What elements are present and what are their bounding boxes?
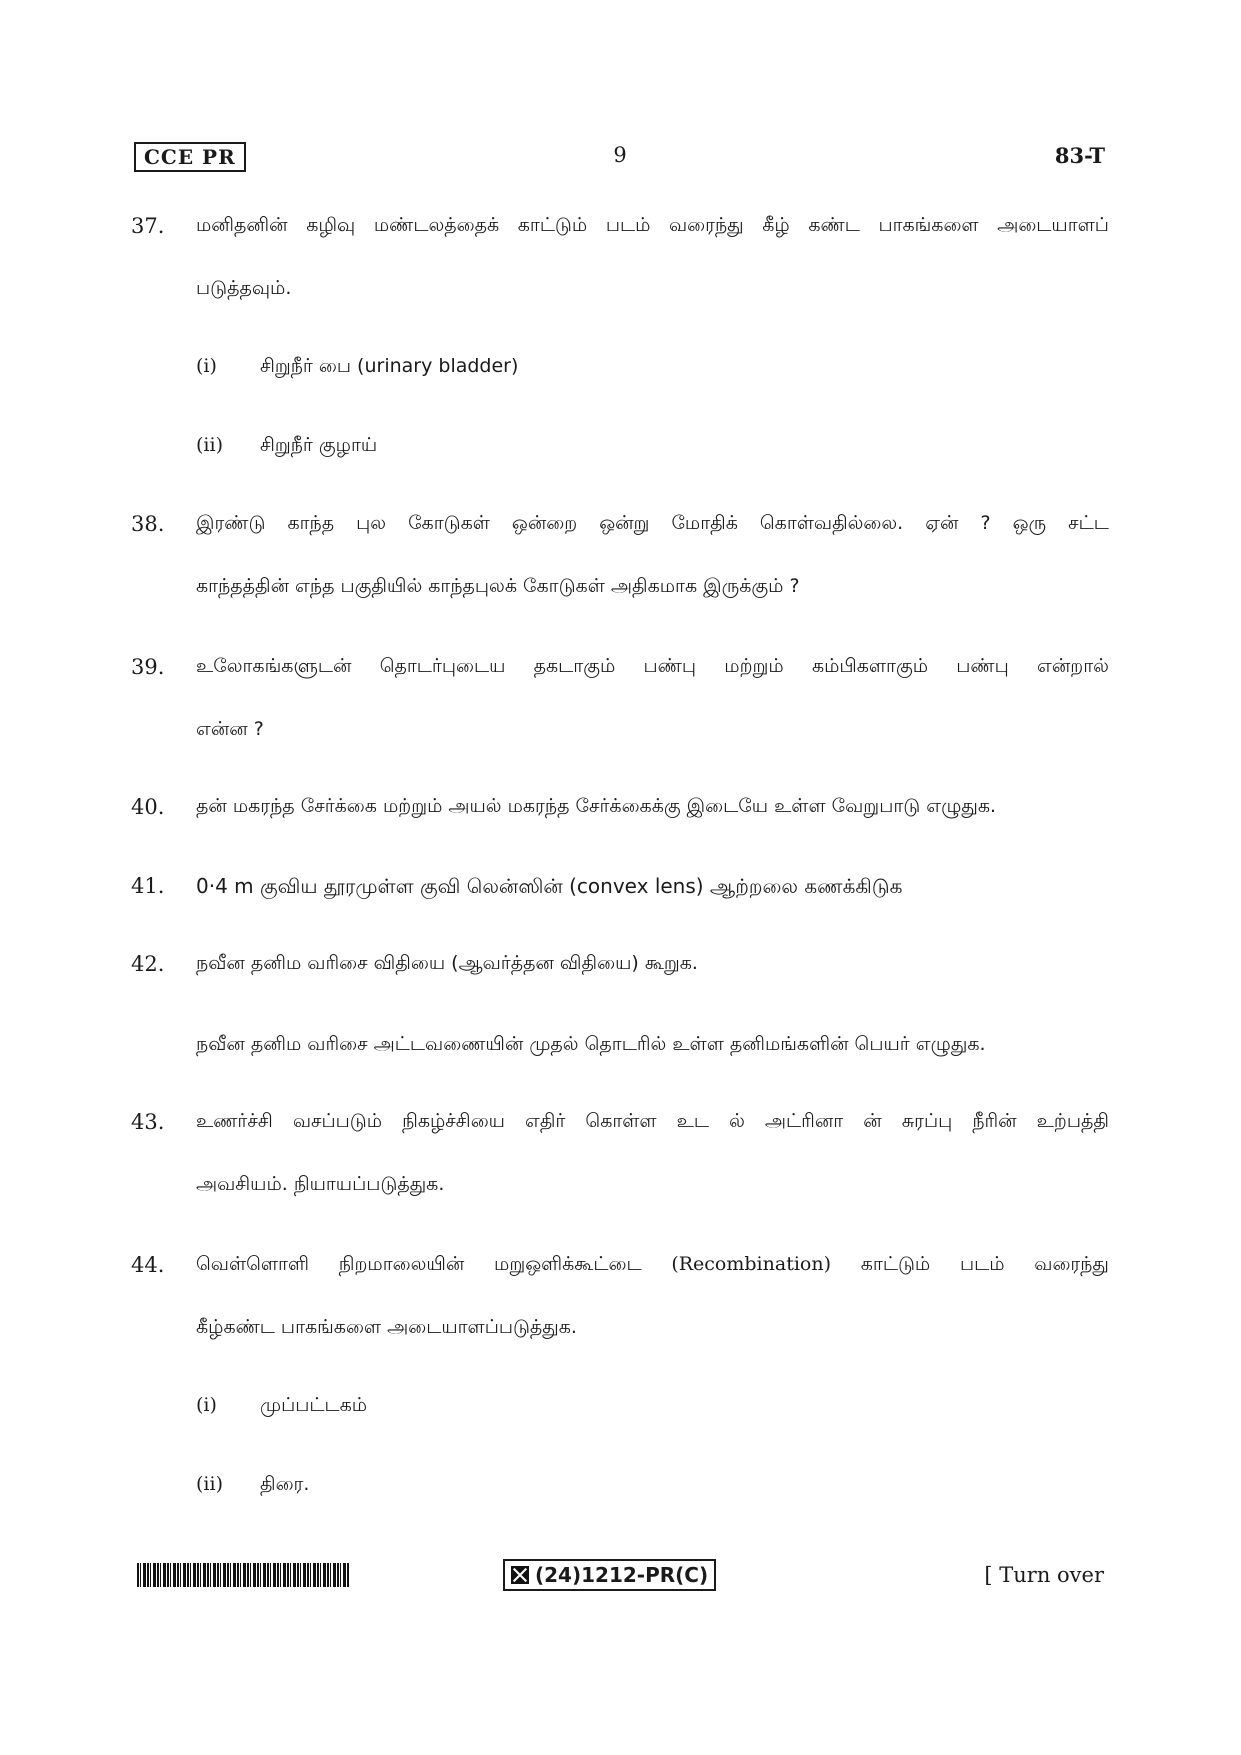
question-line-2: அவசியம். நியாயப்படுத்துக.	[196, 1173, 445, 1195]
question-line-2: படுத்தவும்.	[196, 277, 292, 299]
question-line-1: தன் மகரந்த சேர்க்கை மற்றும் அயல் மகரந்த சேர்க்கைக்கு இடையே உள்ள வேறுபாடு எழுதுக.	[196, 795, 997, 817]
barcode	[137, 1563, 349, 1587]
booklet-code-box	[503, 1559, 716, 1591]
q44-sub-i: (i) முப்பட்டகம்	[196, 1394, 368, 1416]
question-number: 38.	[131, 512, 165, 536]
question-line-2: காந்தத்தின் எந்த பகுதியில் காந்தபுலக் கோடுகள் அதிகமாக இருக்கும் ?	[196, 575, 800, 597]
question-number: 43.	[131, 1110, 165, 1134]
question-line-1: மனிதனின் கழிவு மண்டலத்தைக் காட்டும் படம் வரைந்து கீழ் கண்ட பாகங்களை அடையாளப்	[196, 214, 1109, 236]
question-number: 44.	[131, 1253, 165, 1277]
question-line-1: வெள்ளொளி நிறமாலையின் மறுஒளிக்கூட்டை (Recombination) காட்டும் படம் வரைந்து	[196, 1253, 1109, 1275]
booklet-code: (24)1212-PR(C)	[535, 1563, 709, 1587]
booklet-mark-icon	[511, 1566, 529, 1584]
question-line-1: இரண்டு காந்த புல கோடுகள் ஒன்றை ஒன்று மோதிக் கொள்வதில்லை. ஏன் ? ஒரு சட்ட	[196, 512, 1109, 534]
page-number: 9	[613, 143, 627, 167]
turn-over-label: [ Turn over	[984, 1563, 1104, 1587]
header-code-box: CCE PR	[134, 142, 246, 172]
question-line-1: உணர்ச்சி வசப்படும் நிகழ்ச்சியை எதிர் கொள்ள உட ல் அட்ரினா ன் சுரப்பு நீரின் உற்பத்தி	[196, 1110, 1109, 1132]
question-number: 41.	[131, 874, 165, 898]
question-line-1: நவீன தனிம வரிசை விதியை (ஆவர்த்தன விதியை) கூறுக.	[196, 952, 698, 974]
question-line-1: உலோகங்களுடன் தொடர்புடைய தகடாகும் பண்பு மற்றும் கம்பிகளாகும் பண்பு என்றால்	[196, 655, 1109, 677]
q37-sub-i: (i) சிறுநீர் பை (urinary bladder)	[196, 355, 519, 377]
question-number: 37.	[131, 214, 165, 238]
question-line-2: என்ன ?	[196, 718, 264, 740]
question-line-1: 0·4 m குவிய தூரமுள்ள குவி லென்ஸின் (convex lens) ஆற்றலை கணக்கிடுக	[196, 874, 903, 898]
question-line-2: நவீன தனிம வரிசை அட்டவணையின் முதல் தொடரில் உள்ள தனிமங்களின் பெயர் எழுதுக.	[196, 1033, 986, 1055]
question-number: 39.	[131, 655, 165, 679]
question-number: 40.	[131, 795, 165, 819]
paper-code: 83-T	[1054, 143, 1105, 168]
question-line-2: கீழ்கண்ட பாகங்களை அடையாளப்படுத்துக.	[196, 1316, 577, 1338]
question-number: 42.	[131, 952, 165, 976]
q44-sub-ii: (ii) திரை.	[196, 1473, 310, 1495]
q37-sub-ii: (ii) சிறுநீர் குழாய்	[196, 434, 378, 456]
